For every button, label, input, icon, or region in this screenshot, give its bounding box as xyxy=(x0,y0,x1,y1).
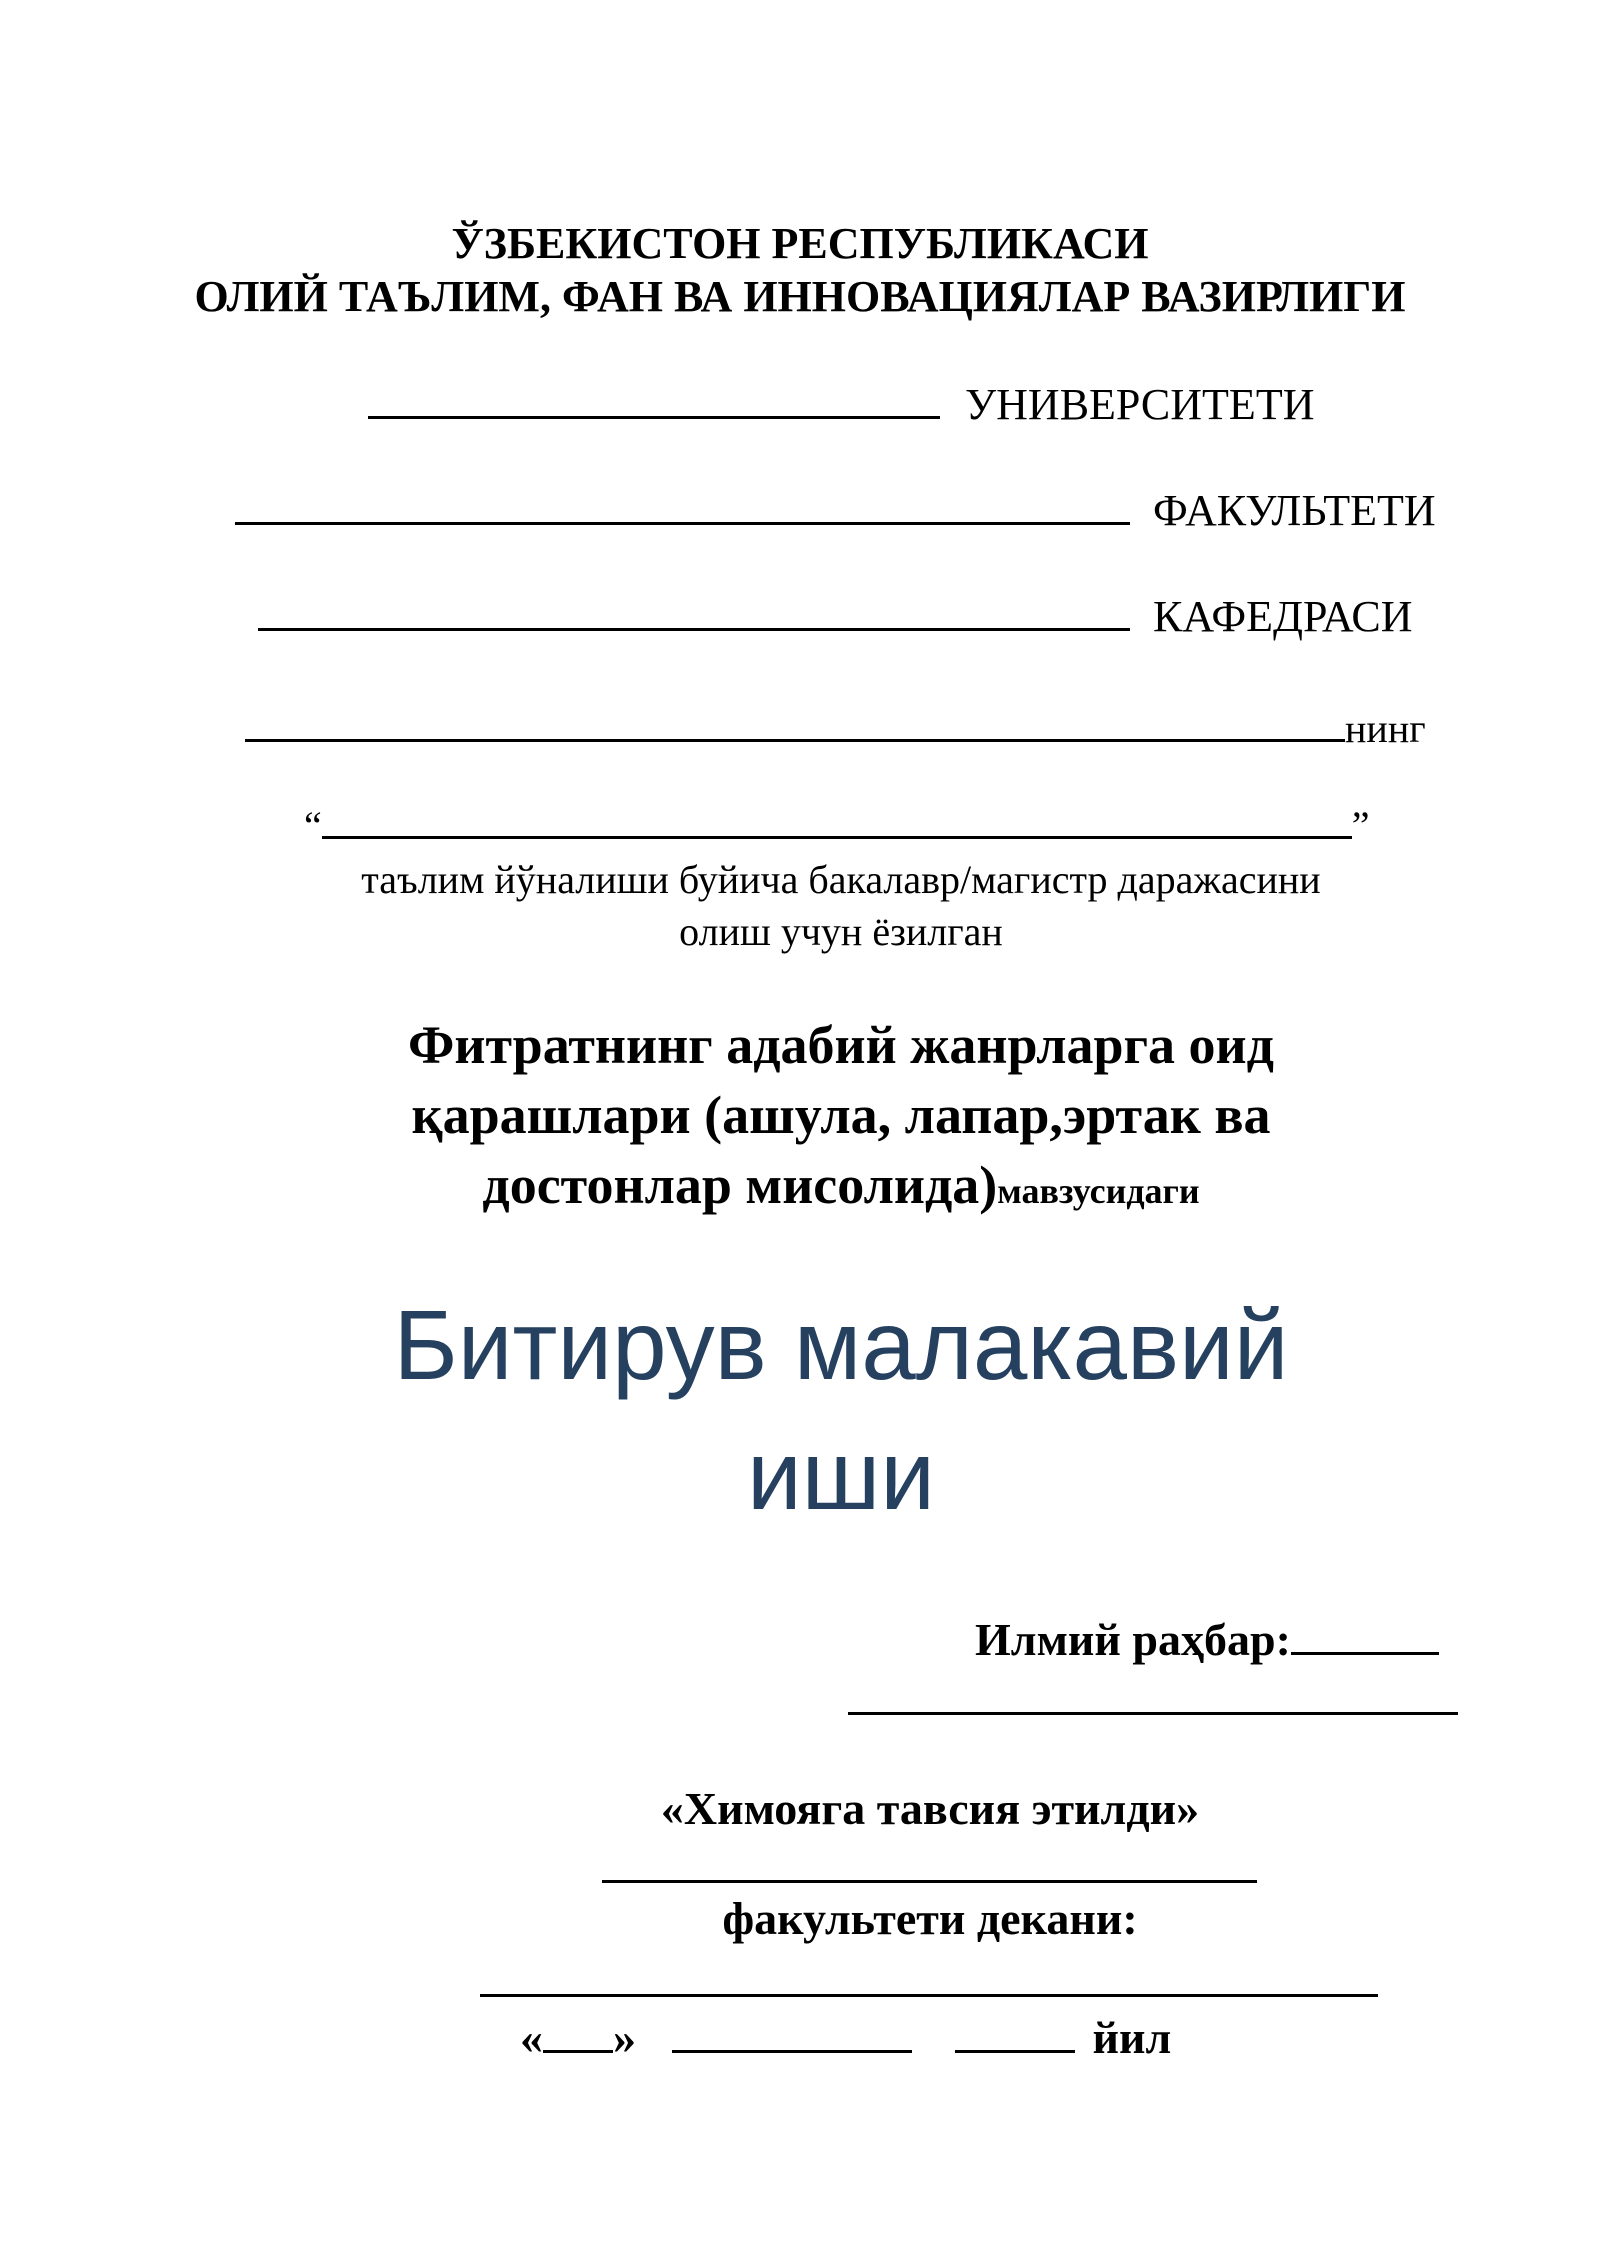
month-blank[interactable] xyxy=(672,2004,912,2053)
dean-label: факультети декани: xyxy=(722,1893,1138,1944)
thesis-text-2: иши xyxy=(746,1420,936,1530)
close-quote: ” xyxy=(1351,803,1370,848)
university-blank[interactable] xyxy=(368,372,940,419)
day-blank[interactable] xyxy=(543,2004,613,2053)
topic-line-2 xyxy=(41,1080,1600,1150)
advisor-name-blank[interactable] xyxy=(848,1712,1458,1715)
date-close-quote: » xyxy=(613,2012,636,2063)
thesis-title-2 xyxy=(41,1410,1600,1540)
faculty-field xyxy=(235,478,1436,536)
department-blank[interactable] xyxy=(258,584,1130,631)
date-line xyxy=(520,2004,1171,2064)
topic-text-2: қарашлари (ашула, лапар,эртак ва xyxy=(411,1085,1271,1145)
faculty-blank[interactable] xyxy=(235,478,1130,525)
student-suffix: нинг xyxy=(1345,706,1426,751)
dean-line xyxy=(130,1892,1600,1945)
topic-line-1 xyxy=(41,1010,1600,1080)
advisor-blank[interactable] xyxy=(1291,1606,1439,1655)
ministry-title xyxy=(0,271,1600,323)
country-title xyxy=(0,218,1600,270)
direction-field xyxy=(304,796,1370,849)
date-open-quote: « xyxy=(520,2012,543,2063)
year-label: йил xyxy=(1092,2012,1172,2063)
direction-blank[interactable] xyxy=(322,796,1352,839)
advisor-label: Илмий раҳбар: xyxy=(975,1614,1291,1665)
direction-text-2 xyxy=(41,908,1600,955)
topic-line-3 xyxy=(41,1150,1600,1226)
topic-text-1: Фитратнинг адабий жанрларга оид xyxy=(408,1015,1274,1075)
faculty-label: ФАКУЛЬТЕТИ xyxy=(1153,486,1436,535)
recommended-text: «Химояга тавсия этилди» xyxy=(660,1783,1200,1834)
direction-line-1: таълим йўналиши буйича бакалавр/магистр даражасини xyxy=(361,857,1321,902)
department-field xyxy=(258,584,1413,642)
direction-line-2: олиш учун ёзилган xyxy=(679,909,1003,954)
open-quote: “ xyxy=(304,803,322,848)
dean-name-blank[interactable] xyxy=(480,1994,1378,1997)
country-text: ЎЗБЕКИСТОН РЕСПУБЛИКАСИ xyxy=(451,219,1149,268)
direction-text-1 xyxy=(41,856,1600,903)
thesis-text-1: Битирув малакавий xyxy=(393,1290,1289,1400)
student-field xyxy=(245,699,1426,752)
recommended-line xyxy=(130,1782,1600,1835)
student-blank[interactable] xyxy=(245,699,1345,742)
advisor-field xyxy=(975,1606,1439,1666)
university-field xyxy=(368,372,1314,430)
topic-text-3: достонлар мисолида) xyxy=(482,1155,998,1215)
faculty-name-blank[interactable] xyxy=(602,1880,1257,1883)
ministry-text: ОЛИЙ ТАЪЛИМ, ФАН ВА ИННОВАЦИЯЛАР ВАЗИРЛИГИ xyxy=(194,272,1406,321)
thesis-title-1 xyxy=(41,1280,1600,1410)
year-blank[interactable] xyxy=(955,2004,1075,2053)
topic-suffix: мавзусидаги xyxy=(997,1171,1200,1211)
department-label: КАФЕДРАСИ xyxy=(1153,592,1413,641)
university-label: УНИВЕРСИТЕТИ xyxy=(965,380,1315,429)
